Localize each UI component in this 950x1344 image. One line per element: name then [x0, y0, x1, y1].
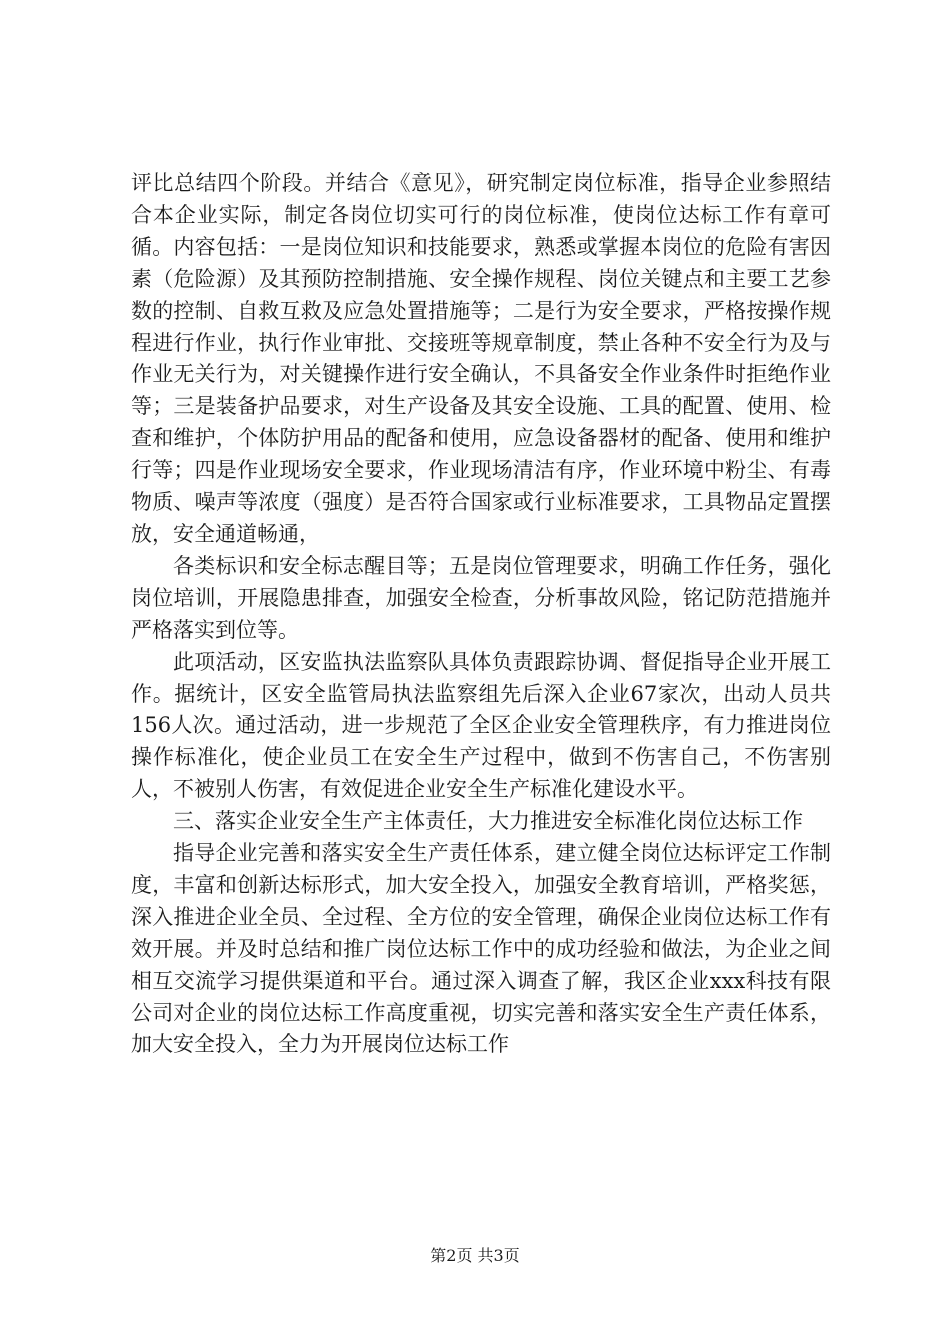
paragraph-2: 各类标识和安全标志醒目等；五是岗位管理要求，明确工作任务，强化岗位培训，开展隐患排查，加强安全检查，分析事故风险，铭记防范措施并严格落实到位等。 [131, 553, 831, 642]
paragraph-3: 此项活动，区安监执法监察队具体负责跟踪协调、督促指导企业开展工作。据统计，区安全监管局执法监察组先后深入企业67家次，出动人员共156人次。通过活动，进一步规范了全区企业安全管理秩序，有力推进岗位操作标准化，使企业员工在安全生产过程中，做到不伤害自己，不伤害别人，不被别人伤害，有效促进企业安全生产标准化建设水平。 [131, 649, 831, 802]
paragraph-1: 评比总结四个阶段。并结合《意见》，研究制定岗位标准，指导企业参照结合本企业实际，制定各岗位切实可行的岗位标准，使岗位达标工作有章可循。内容包括：一是岗位知识和技能要求，熟悉或掌握本岗位的危险有害因素（危险源）及其预防控制措施、安全操作规程、岗位关键点和主要工艺参数的控制、自救互救及应急处置措施等；二是行为安全要求，严格按操作规程进行作业，执行作业审批、交接班等规章制度，禁止各种不安全行为及与作业无关行为，对关键操作进行安全确认，不具备安全作业条件时拒绝作业等；三是装备护品要求，对生产设备及其安全设施、工具的配置、使用、检查和维护，个体防护用品的配备和使用，应急设备器材的配备、使用和维护行等；四是作业现场安全要求，作业现场清洁有序，作业环境中粉尘、有毒物质、噪声等浓度（强度）是否符合国家或行业标准要求，工具物品定置摆放，安全通道畅通， [131, 171, 831, 546]
section-heading-3: 三、落实企业安全生产主体责任，大力推进安全标准化岗位达标工作 [173, 809, 803, 834]
page-footer: 第2页 共3页 [430, 1246, 520, 1265]
document-body [131, 168, 831, 1061]
paragraph-4: 指导企业完善和落实安全生产责任体系，建立健全岗位达标评定工作制度，丰富和创新达标形式，加大安全投入，加强安全教育培训，严格奖惩，深入推进企业全员、全过程、全方位的安全管理，确保企业岗位达标工作有效开展。并及时总结和推广岗位达标工作中的成功经验和做法，为企业之间相互交流学习提供渠道和平台。通过深入调查了解，我区企业xxx科技有限公司对企业的岗位达标工作高度重视，切实完善和落实安全生产责任体系，加大安全投入，全力为开展岗位达标工作 [131, 841, 831, 1057]
